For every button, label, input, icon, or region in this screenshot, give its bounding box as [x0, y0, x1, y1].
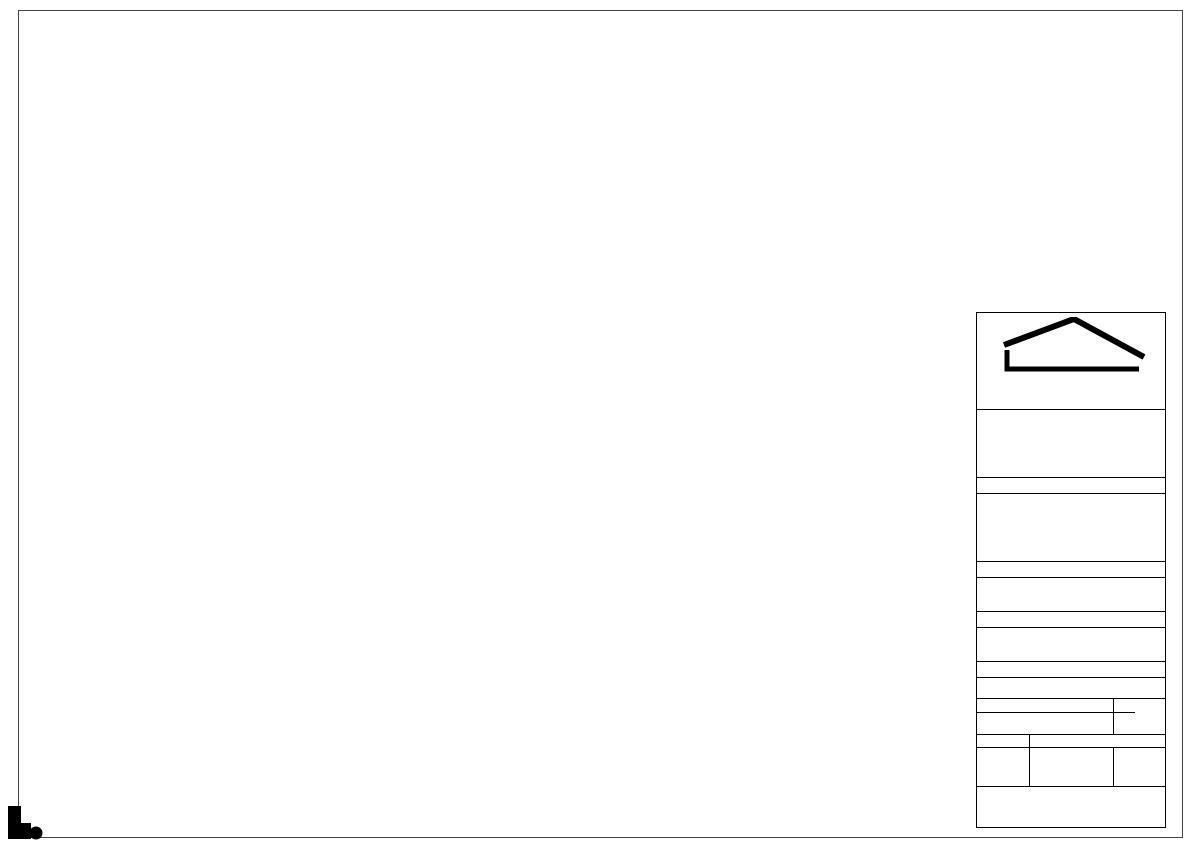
- tb-divider: [977, 493, 1165, 494]
- tb-divider: [977, 786, 1165, 787]
- corner-mark-bar: [8, 806, 21, 839]
- corner-mark-block: [21, 823, 31, 839]
- tb-divider: [1029, 734, 1030, 786]
- tb-divider: [977, 409, 1165, 410]
- tb-divider: [977, 698, 1165, 699]
- tb-divider: [1113, 698, 1114, 734]
- title-block: [976, 312, 1166, 828]
- tb-divider: [1113, 747, 1114, 786]
- tb-divider: [977, 661, 1165, 662]
- tb-divider: [977, 561, 1165, 562]
- tb-divider: [977, 577, 1165, 578]
- tb-divider: [977, 611, 1165, 612]
- elevation-south-east-drawing: [140, 515, 820, 765]
- tb-divider: [977, 734, 1165, 735]
- tb-divider: [977, 712, 1135, 713]
- elevation-north-west-drawing: [140, 150, 800, 400]
- tb-divider: [977, 677, 1165, 678]
- corner-logo-mark: [7, 806, 43, 840]
- tb-divider: [977, 627, 1165, 628]
- tb-divider: [977, 477, 1165, 478]
- corner-mark-circle: [30, 827, 43, 840]
- company-logo: [999, 317, 1149, 377]
- tb-divider: [977, 747, 1165, 748]
